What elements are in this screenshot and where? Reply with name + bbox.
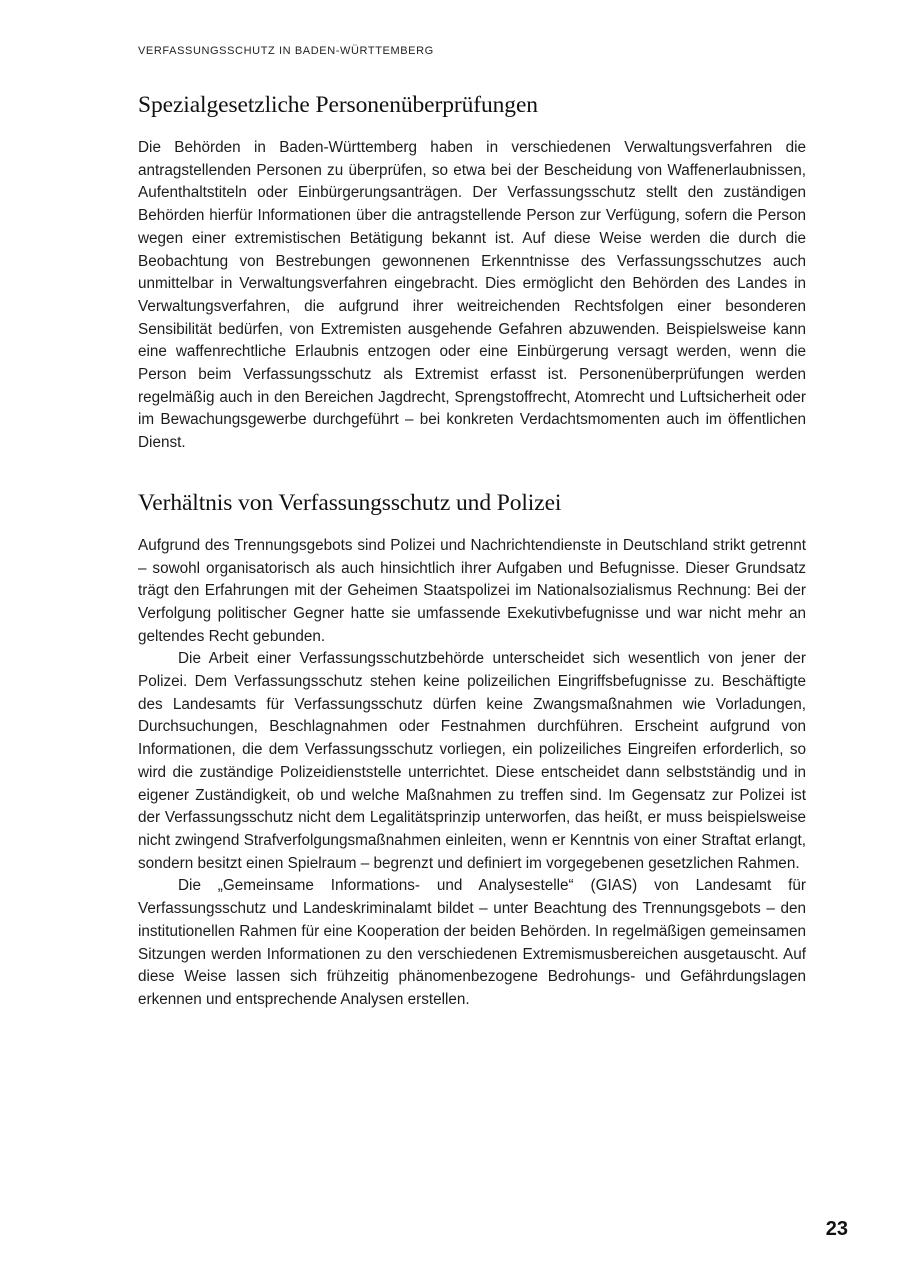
section-heading-personenueberpruefungen: Spezialgesetzliche Personenüberprüfungen — [138, 92, 538, 118]
paragraph-trennungsgebot: Aufgrund des Trennungsgebots sind Polizei und Nachrichtendienste in Deutschland strikt getrennt – sowohl organisatorisch als auch hinsichtlich ihrer Aufgaben und Befugnisse. Dieser Grundsatz trägt den Erfahrungen mit der Geheimen Staatspolizei im Nationalsozialismus Rechnung: Bei der Verfolgung politischer Gegner hatte sie umfassende Exekutivbefugnisse und war nicht mehr an geltendes Recht gebunden. — [138, 536, 806, 645]
paragraph-personenueberpruefungen: Die Behörden in Baden-Württemberg haben in verschiedenen Verwaltungsverfahren die antragstellenden Personen zu überprüfen, so etwa bei der Bescheidung von Waffenerlaubnissen, Aufenthaltstiteln oder Einbürgerungsanträgen. Der Verfassungsschutz stellt den zuständigen Behörden hierfür Informationen über die antragstellende Person zur Verfügung, sofern die Person wegen einer extremistischen Betätigung bekannt ist. Auf diese Weise werden die durch die Beobachtung von Bestrebungen gewonnenen Erkenntnisse des Verfassungsschutzes auch unmittelbar in Verwaltungsverfahren eingebracht. Dies ermöglicht den Behörden des Landes in Verwaltungsverfahren, die aufgrund ihrer weitreichenden Rechtsfolgen einer besonderen Sensibilität bedürfen, von Extremisten ausgehende Gefahren abzuwenden. Beispielsweise kann eine waffenrechtliche Erlaubnis entzogen oder eine Einbürgerung versagt werden, wenn die Person beim Verfassungsschutz als Extremist erfasst ist. Personenüberprüfungen werden regelmäßig auch in den Bereichen Jagdrecht, Sprengstoffrecht, Atomrecht und Luftsicherheit oder im Bewachungsgewerbe durchgeführt – bei konkreten Verdachtsmomenten auch im öffentlichen Dienst. — [138, 139, 806, 452]
running-header: VERFASSUNGSSCHUTZ IN BADEN-WÜRTTEMBERG — [138, 45, 434, 57]
paragraph-arbeit-verfassungsschutzbehoerde: Die Arbeit einer Verfassungsschutzbehörde unterscheidet sich wesentlich von jener der Polizei. Dem Verfassungsschutz stehen keine polizeilichen Eingriffsbefugnisse zu. Beschäftigte des Landesamts für Verfassungsschutz dürfen keine Zwangsmaßnahmen wie Vorladungen, Durchsuchungen, Beschlagnahmen oder Festnahmen durchführen. Erscheint aufgrund von Informationen, die dem Verfassungsschutz vorliegen, ein polizeiliches Eingreifen erforderlich, so wird die zuständige Polizeidienststelle unterrichtet. Diese entscheidet dann selbstständig und in eigener Zuständigkeit, ob und welche Maßnahmen zu treffen sind. Im Gegensatz zur Polizei ist der Verfassungsschutz nicht dem Legalitätsprinzip unterworfen, das heißt, er muss beispielsweise nicht zwingend Strafverfolgungsmaßnahmen einleiten, wenn er Kenntnis von einer Straftat erlangt, sondern besitzt einen Spielraum – begrenzt und definiert im vorgegebenen gesetzlichen Rahmen. — [138, 650, 806, 872]
page-number: 23 — [825, 1218, 848, 1240]
section-heading-verfassungsschutz-polizei: Verhältnis von Verfassungsschutz und Polizei — [138, 489, 562, 516]
paragraph-gias: Die „Gemeinsame Informations- und Analysestelle“ (GIAS) von Landesamt für Verfassungsschutz und Landeskriminalamt bildet – unter Beachtung des Trennungsgebots – den institutionellen Rahmen für eine Kooperation der beiden Behörden. In regelmäßigen gemeinsamen Sitzungen werden Informationen zu den verschiedenen Extremismusbereichen ausgetauscht. Auf diese Weise lassen sich frühzeitig phänomenbezogene Bedrohungs- und Gefährdungslagen erkennen und entsprechende Analysen erstellen. — [138, 877, 806, 1008]
page-content — [138, 90, 806, 1012]
